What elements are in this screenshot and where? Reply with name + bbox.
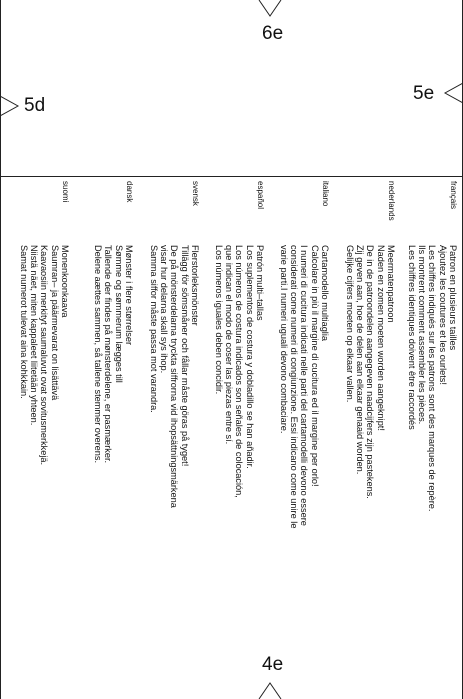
right-notch-icon [443, 82, 463, 104]
lang-label: svensk [191, 181, 200, 206]
instruction-text: Monenkoonkaava Saumran– ja päärmevarat on lisättävä Kaavaosiin merkityt saumaluvut ovat sovitusmerkkejä. Niistä näet, miten kappaleet liitetään yhteen. Samat numerot tulevat aina kohkkain. [18, 245, 70, 466]
lang-label: nederlands [387, 181, 396, 221]
lang-label: español [256, 181, 265, 210]
marker-bottom: 4e [262, 654, 284, 675]
lang-label: français [449, 181, 458, 210]
lang-label: suomi [61, 181, 70, 203]
top-notch-icon [258, 0, 282, 18]
instruction-text: Patron en plusieurs tailles Ajoutez les coutures et les ourlets! Les chiffres indiqués sur les patrons sont des marques de repère. Ils montrent comment assembler les pièces. Les chiffres identiques doivent être raccordés [406, 245, 458, 512]
instruction-text: Meermatenpatroon Naden en zomen moeten worden aangeknipt! De in de patroondelen aangegeven naadcijfers zijn pastekens. Zij geven aan, hoe de delen aan elkaar genaaid worden. Gelijke cijfers moeten op elkaar vallen. [344, 245, 396, 499]
instruction-text: Cartamodello multiaglia Calcolare in più il margine di cucitura ed il margine per orlo! I numeri di cucitura indicati nelle parti del cartamodelli devono essere considerati come numeri di congiunzione. Essi indicano come unire le varie parti.I numeri uguali devono combaciare. [278, 245, 330, 529]
marker-top: 6e [262, 23, 284, 44]
lang-label: italiano [321, 181, 330, 207]
instruction-text: Patrón multi–tallas Los suplementos de costura y dobladillo se han añadir. Los números de costura indicados son señales de colocación, que indican el modo de coser las piezas entre sí. Los números iguales deben concidir. [213, 245, 265, 498]
instruction-text: Mønster i flere størrelser Sømme og sømmerum lægges till Tallende der findes på mønsterdelene, er pasmærker. Delene aættes sammen, så tallene stemmer overens. [93, 245, 134, 464]
instructions-panel [0, 181, 458, 688]
left-notch-icon [0, 95, 20, 117]
marker-left: 5d [24, 95, 46, 116]
lang-label: dansk [125, 181, 134, 203]
marker-right: 5e [413, 83, 435, 104]
pattern-cut-line [0, 176, 463, 177]
instruction-text: Flerstorleksmönster Tillägg för sömsmåner och fållar måste göras på tyget! De på mönsterdelarna tryckta siffrorna vid ihopsättningsmärkena visar hur delarna skall sys ihop. Samma siffor måste passa mot varandra. [148, 245, 200, 508]
